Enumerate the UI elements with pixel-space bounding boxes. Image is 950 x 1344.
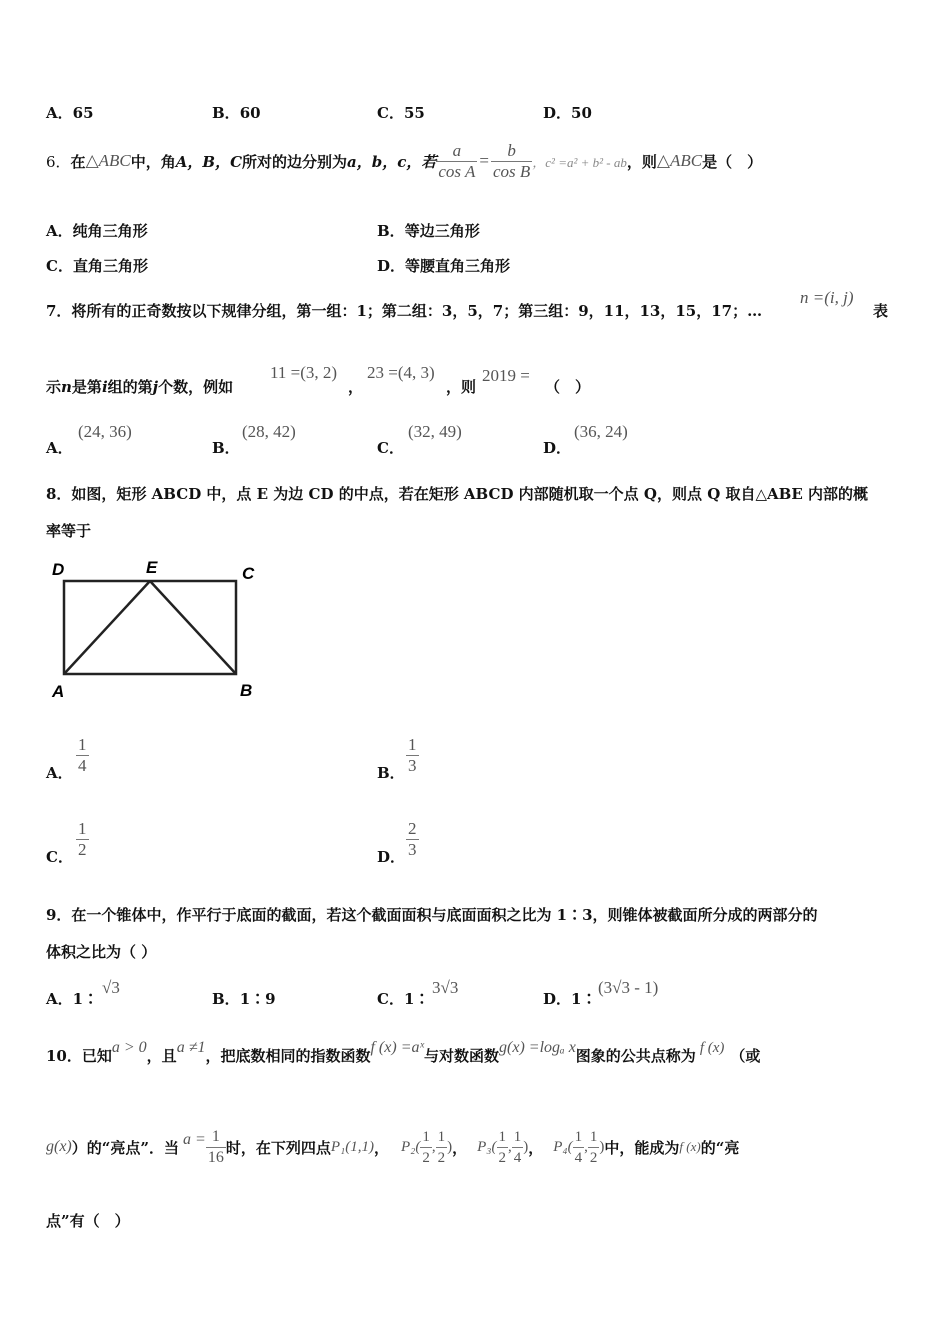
q7-option-a: (24, 36)	[78, 422, 132, 441]
q8-option-c-label: C．	[46, 848, 73, 866]
label-e: E	[146, 558, 158, 577]
q10-line-1: 10．已知 a > 0 ，且 a ≠1 ，把底数相同的指数函数 f (x) =aˣ 与对数函数 g(x) =logₐ x 图象的公共点称为 f (x) （或	[46, 1039, 761, 1065]
label-a: A	[52, 682, 65, 701]
q7-option-c: (32, 49)	[408, 422, 462, 441]
q5-option-b: B．60	[212, 104, 261, 122]
q8-option-c: $\frac{1}{2}$	[78, 819, 87, 859]
q8-option-b-label: B．	[377, 764, 405, 782]
q7-option-d: (36, 24)	[574, 422, 628, 441]
q6-option-c: C．直角三角形	[46, 257, 148, 275]
label-b: B	[240, 681, 253, 700]
rectangle-abcd	[64, 581, 236, 674]
q8-option-b: $\frac{1}{3}$	[408, 735, 417, 775]
q5-option-a: A．65	[46, 104, 94, 122]
label-c: C	[242, 564, 255, 583]
q7-option-b: (28, 42)	[242, 422, 296, 441]
q7-comma: ，	[348, 378, 364, 396]
q10-a-fraction: $\frac{1}{16}$	[207, 1127, 224, 1166]
q6-fraction-1: $\frac{a}{\text{cos A}}$	[438, 140, 476, 181]
q8-option-a: $\frac{1}{4}$	[78, 735, 87, 775]
q8-line-2: 率等于	[46, 522, 92, 540]
q9-option-c-math: 3√3	[432, 978, 459, 997]
q7-notation: n =(i, j)	[800, 288, 854, 307]
q8-option-d: $\frac{2}{3}$	[408, 819, 417, 859]
q6-option-a: A．纯角三角形	[46, 222, 148, 240]
q7-line-1-end: 表	[873, 302, 889, 320]
q5-option-c: C．55	[377, 104, 425, 122]
q9-option-d-math: (3√3 - 1)	[598, 978, 659, 997]
q9-option-d: D．1∶	[543, 990, 597, 1008]
q7-example-2: 23 =(4, 3)	[367, 363, 435, 382]
q9-option-a-math: √3	[102, 978, 120, 997]
q6-option-d: D．等腰直角三角形	[377, 257, 511, 275]
q8-option-d-label: D．	[377, 848, 406, 866]
q7-line-2: 示n是第i组的第j个数，例如	[46, 378, 234, 396]
label-d: D	[52, 560, 65, 579]
rectangle-figure	[46, 555, 276, 705]
q9-option-b: B．1∶9	[212, 990, 276, 1008]
q9-option-c: C．1∶	[377, 990, 430, 1008]
q5-option-d: D．50	[543, 104, 592, 122]
q9-option-a: A．1∶	[46, 990, 99, 1008]
q7-line-1: 7．将所有的正奇数按以下规律分组，第一组：1；第二组：3，5，7；第三组：9，11，13，15，17；…	[46, 302, 763, 320]
q8-line-1: 8．如图，矩形 ABCD 中，点 E 为边 CD 的中点，若在矩形 ABCD 内部随机取一个点 Q，则点 Q 取自△ABE 内部的概	[46, 485, 868, 503]
q7-option-b-label: B．	[212, 439, 240, 457]
q7-option-d-label: D．	[543, 439, 572, 457]
q10-line-2: g(x) ）的“亮点”．当 a = $\frac{1}{16}$ 时，在下列四点 P₁(1,1) ， P₂( $\frac{1}{2}$ , $\frac{1}{2}$ ) ， P₃( $\frac{1}{2}$ , $\frac{1}{4}$ ) ， P₄( $\frac{1}{4}$ , $\frac{1}{2}$ ) 中，能成为 f (x) 的“亮	[46, 1127, 740, 1166]
q7-option-c-label: C．	[377, 439, 404, 457]
q6-fraction-2: $\frac{b}{\text{cos B}}$	[492, 140, 531, 181]
q6-stem: 6． 在 △ABC 中，角 A，B，C 所对的边分别为 a，b，c，若 $\frac{a}{\text{cos A}}$ = $\frac{b}{\text{cos B}}$ ，c² =a² + b² - ab ，则 △ABC 是（ ）	[46, 140, 763, 181]
q7-then: ，则	[446, 378, 477, 396]
q7-option-a-label: A．	[46, 439, 73, 457]
segment-ae	[64, 581, 150, 674]
q8-option-a-label: A．	[46, 764, 73, 782]
q7-ask: 2019 =	[482, 366, 530, 385]
segment-eb	[150, 581, 236, 674]
q7-paren: （ ）	[545, 378, 591, 396]
q10-line-3: 点”有（ ）	[46, 1212, 130, 1230]
q9-line-2: 体积之比为（ ）	[46, 943, 157, 961]
q9-line-1: 9．在一个锥体中，作平行于底面的截面，若这个截面面积与底面面积之比为 1∶3，则锥体被截面所分成的两部分的	[46, 906, 818, 924]
q7-example-1: 11 =(3, 2)	[270, 363, 338, 382]
q6-option-b: B．等边三角形	[377, 222, 480, 240]
